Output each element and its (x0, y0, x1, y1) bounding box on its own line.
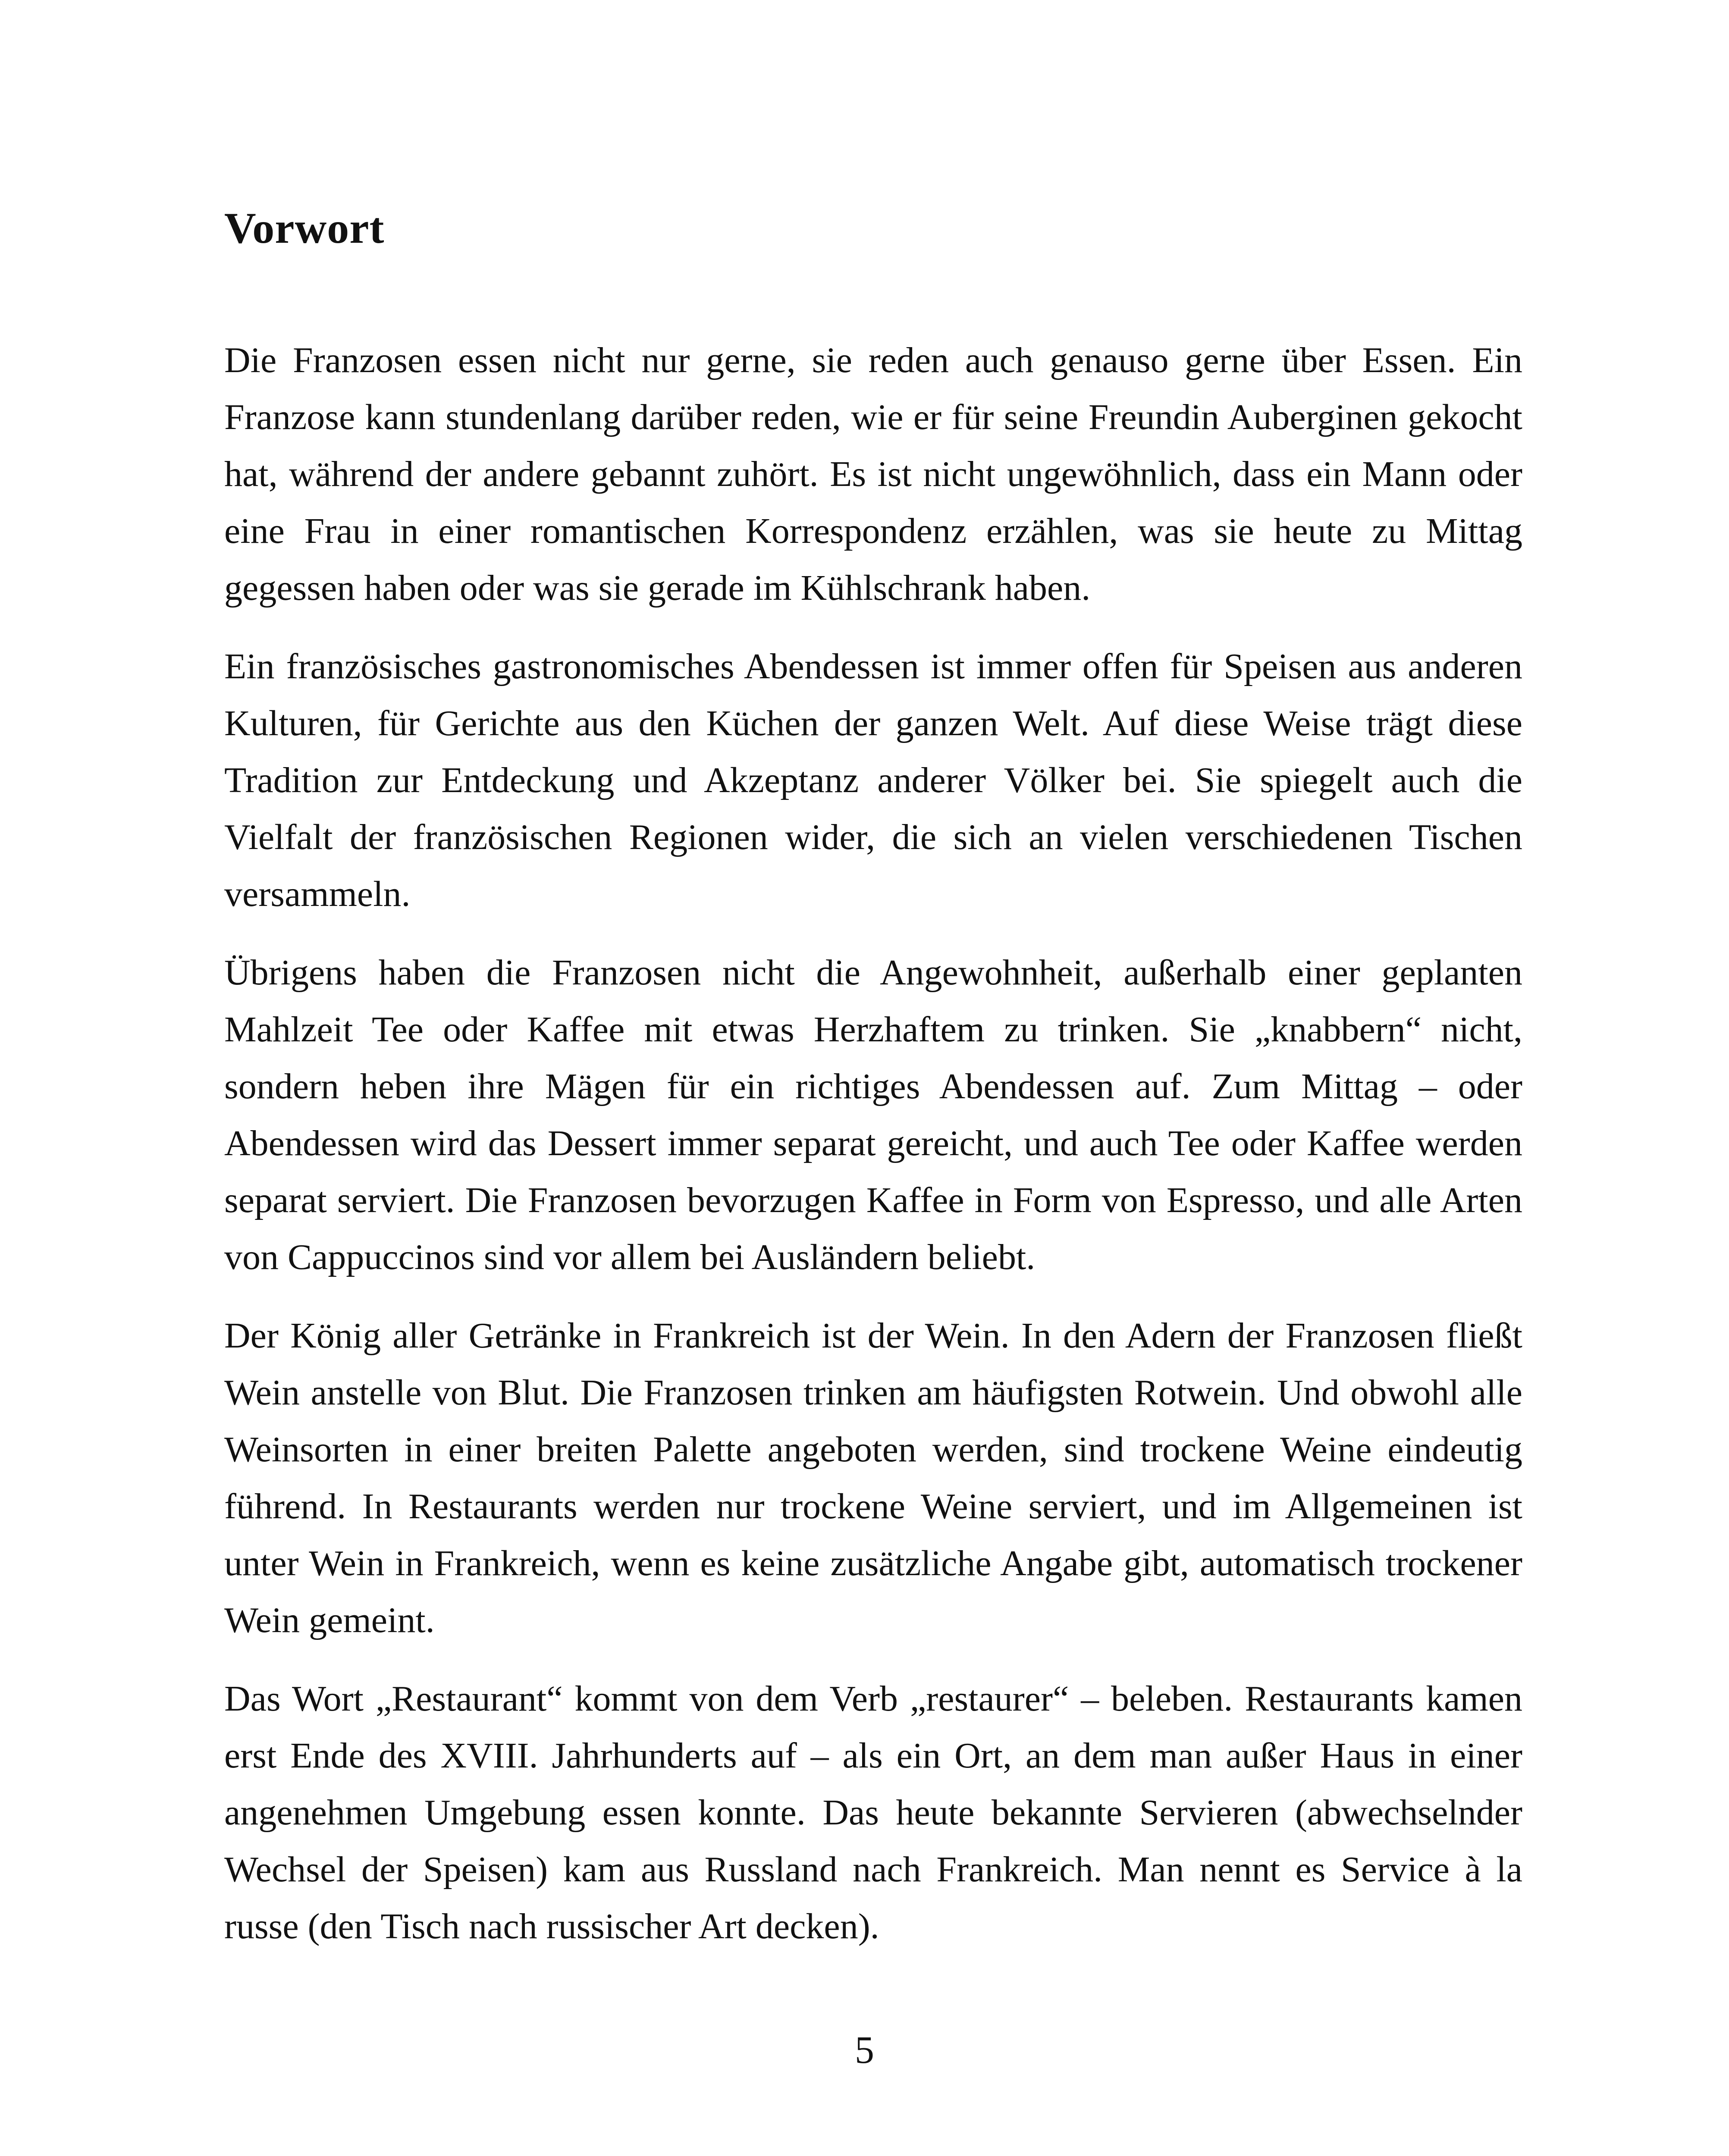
chapter-heading: Vorwort (224, 204, 385, 253)
paragraph-3: Übrigens haben die Franzosen nicht die Angewohnheit, außerhalb einer geplanten Mahlzeit Tee oder Kaffee mit etwas Herzhaftem zu trinken. Sie „knabbern“ nicht, sondern heben ihre Mägen für ein richtiges Abendessen auf. Zum Mittag – oder Abendessen wird das Dessert immer separat gereicht, und auch Tee oder Kaffee werden separat serviert. Die Franzosen bevorzugen Kaffee in Form von Espresso, und alle Arten von Cappuccinos sind vor allem bei Ausländern beliebt. (224, 953, 1522, 1277)
paragraph-1: Die Franzosen essen nicht nur gerne, sie reden auch genauso gerne über Essen. Ein Franzose kann stundenlang darüber reden, wie er für seine Freundin Auberginen gekocht hat, während der andere gebannt zuhört. Es ist nicht ungewöhnlich, dass ein Mann oder eine Frau in einer romantischen Korrespondenz erzählen, was sie heute zu Mittag gegessen haben oder was sie gerade im Kühlschrank haben. (224, 340, 1522, 608)
paragraph-5: Das Wort „Restaurant“ kommt von dem Verb „restaurer“ – beleben. Restaurants kamen erst Ende des XVIII. Jahrhunderts auf – als ein Ort, an dem man außer Haus in einer angenehmen Umgebung essen konnte. Das heute bekannte Servieren (abwechselnder Wechsel der Speisen) kam aus Russland nach Frankreich. Man nennt es Service à la russe (den Tisch nach russischer Art decken). (224, 1679, 1522, 1946)
page-number: 5 (855, 2029, 874, 2071)
paragraph-4: Der König aller Getränke in Frankreich ist der Wein. In den Adern der Franzosen fließt Wein anstelle von Blut. Die Franzosen trinken am häufigsten Rotwein. Und obwohl alle Weinsorten in einer breiten Palette angeboten werden, sind trockene Weine eindeutig führend. In Restaurants werden nur trockene Weine serviert, und im Allgemeinen ist unter Wein in Frankreich, wenn es keine zusätzliche Angabe gibt, automatisch trockener Wein gemeint. (224, 1316, 1522, 1640)
page-content (224, 203, 1522, 1977)
paragraph-2: Ein französisches gastronomisches Abendessen ist immer offen für Speisen aus anderen Kulturen, für Gerichte aus den Küchen der ganzen Welt. Auf diese Weise trägt diese Tradition zur Entdeckung und Akzeptanz anderer Völker bei. Sie spiegelt auch die Vielfalt der französischen Regionen wider, die sich an vielen verschiedenen Tischen versammeln. (224, 646, 1522, 914)
